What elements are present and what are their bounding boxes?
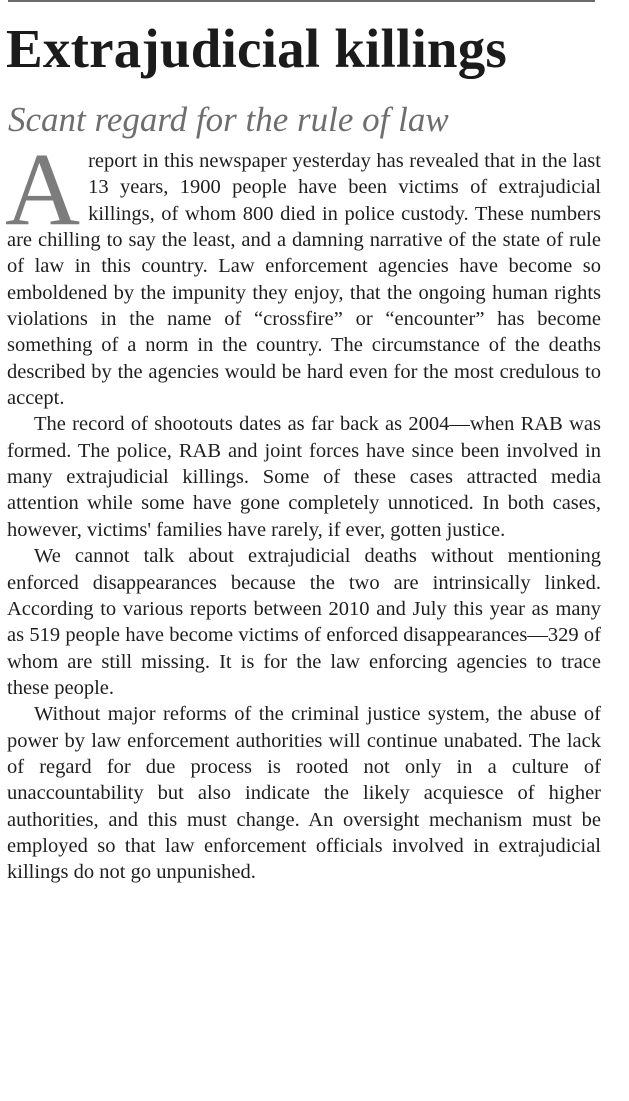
article-paragraph-1	[5, 132, 601, 411]
headline: Extrajudicial killings	[6, 18, 508, 79]
article-paragraph-4: Without major reforms of the criminal justice system, the abuse of power by law enforcement authorities will continue unabated. The lack of regard for due process is rooted not only in a culture of unaccountability but also indicate the likely acquiesce of higher authorities, and this must change. An oversight mechanism must be employed so that law enforcement officials involved in extrajudicial killings do not go unpunished.	[7, 703, 601, 884]
subheadline: Scant regard for the rule of law	[8, 100, 449, 139]
paragraph-text: report in this newspaper yesterday has revealed that in the last 13 years, 1900 people have been victims of extrajudicial killings, of whom 800 died in police custody. These numbers are chilling to say the least, and a damning narrative of the state of rule of law in this country. Law enforcement agencies have become so emboldened by the impunity they enjoy, that the ongoing human rights violations in the name of “crossfire” or “encounter” has become something of a norm in the country. The circumstance of the deaths described by the agencies would be hard even for the most credulous to accept.	[7, 150, 601, 410]
drop-cap: A	[5, 132, 81, 247]
top-rule	[8, 0, 595, 2]
article-paragraph-3: We cannot talk about extrajudicial deaths without mentioning enforced disappearances because the two are intrinsically linked. According to various reports between 2010 and July this year as many as 519 people have become victims of enforced disappearances—329 of whom are still missing. It is for the law enforcing agencies to trace these people.	[7, 545, 601, 699]
article-body	[5, 132, 601, 886]
article-paragraph-2: The record of shootouts dates as far back as 2004—when RAB was formed. The police, RAB and joint forces have since been involved in many extrajudicial killings. Some of these cases attracted media attention while some have gone completely unnoticed. In both cases, however, victims' families have rarely, if ever, gotten justice.	[7, 413, 601, 541]
